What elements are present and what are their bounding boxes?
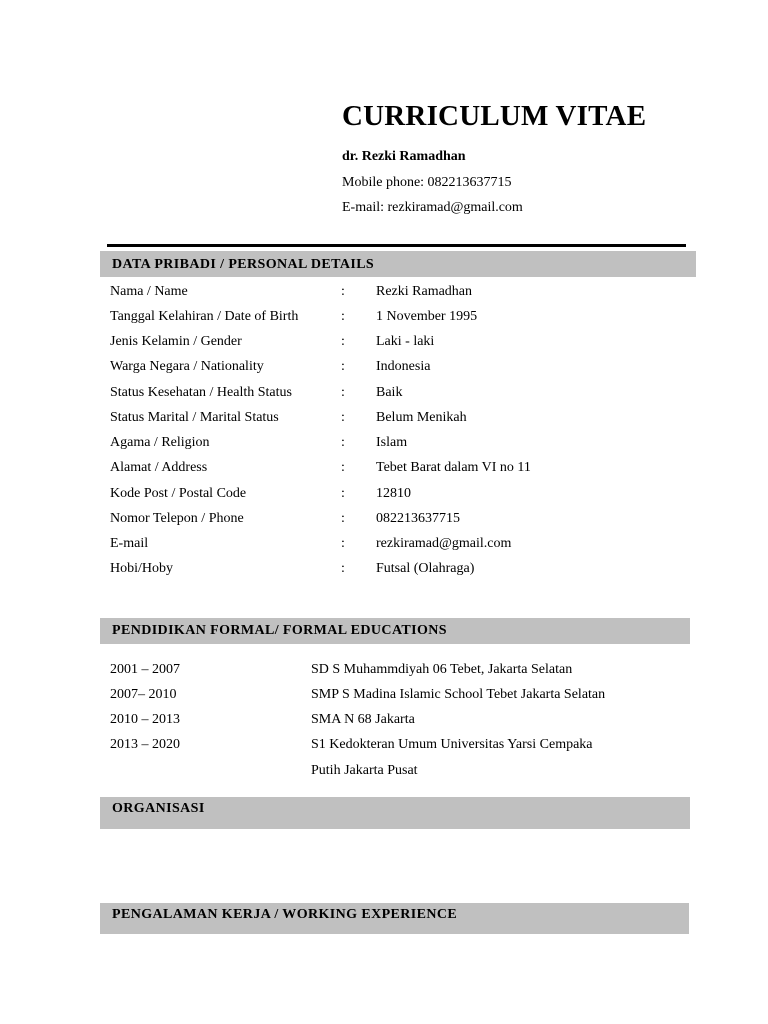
row-value: rezkiramad@gmail.com (376, 536, 512, 551)
row-separator: : (341, 334, 345, 349)
row-separator: : (341, 410, 345, 425)
education-heading: PENDIDIKAN FORMAL/ FORMAL EDUCATIONS (112, 623, 447, 638)
header-divider (107, 244, 686, 247)
row-separator: : (341, 536, 345, 551)
row-separator: : (341, 561, 345, 576)
row-label: Jenis Kelamin / Gender (110, 334, 242, 349)
row-value: Baik (376, 385, 403, 400)
education-school: S1 Kedokteran Umum Universitas Yarsi Cempaka (311, 737, 593, 752)
education-header (100, 618, 690, 644)
row-value: Indonesia (376, 359, 431, 374)
row-separator: : (341, 486, 345, 501)
education-years: 2007– 2010 (110, 687, 177, 702)
row-value: Belum Menikah (376, 410, 467, 425)
row-label: Nama / Name (110, 284, 188, 299)
row-value: Laki - laki (376, 334, 435, 349)
row-separator: : (341, 511, 345, 526)
row-value: Futsal (Olahraga) (376, 561, 475, 576)
row-separator: : (341, 385, 345, 400)
email-address: E-mail: rezkiramad@gmail.com (342, 200, 523, 215)
row-value: 12810 (376, 486, 411, 501)
organization-header (100, 797, 690, 829)
row-label: Hobi/Hoby (110, 561, 173, 576)
row-label: Alamat / Address (110, 460, 208, 475)
row-label: Agama / Religion (110, 435, 210, 450)
page-title: CURRICULUM VITAE (342, 100, 647, 132)
row-separator: : (341, 284, 345, 299)
education-years: 2013 – 2020 (110, 737, 180, 752)
education-years: 2010 – 2013 (110, 712, 180, 727)
row-separator: : (341, 435, 345, 450)
row-separator: : (341, 309, 345, 324)
row-label: Kode Post / Postal Code (110, 486, 247, 501)
row-label: Nomor Telepon / Phone (110, 511, 244, 526)
row-label: Tanggal Kelahiran / Date of Birth (110, 309, 299, 324)
education-years: 2001 – 2007 (110, 662, 180, 677)
row-value: Tebet Barat dalam VI no 11 (376, 460, 531, 475)
row-value: 1 November 1995 (376, 309, 478, 324)
mobile-phone: Mobile phone: 082213637715 (342, 175, 512, 190)
row-label: Status Marital / Marital Status (110, 410, 279, 425)
row-value: Islam (376, 435, 408, 450)
experience-header (100, 903, 689, 934)
personal-details-heading: DATA PRIBADI / PERSONAL DETAILS (112, 257, 375, 272)
experience-heading: PENGALAMAN KERJA / WORKING EXPERIENCE (112, 907, 458, 922)
education-school: SMA N 68 Jakarta (311, 712, 415, 727)
organization-heading: ORGANISASI (112, 801, 205, 816)
row-label: Warga Negara / Nationality (110, 359, 264, 374)
candidate-name: dr. Rezki Ramadhan (342, 149, 466, 164)
row-label: Status Kesehatan / Health Status (110, 385, 292, 400)
row-separator: : (341, 359, 345, 374)
row-separator: : (341, 460, 345, 475)
education-school: Putih Jakarta Pusat (311, 763, 418, 778)
row-value: 082213637715 (376, 511, 460, 526)
row-label: E-mail (110, 536, 149, 551)
education-school: SMP S Madina Islamic School Tebet Jakarta Selatan (311, 687, 606, 702)
education-school: SD S Muhammdiyah 06 Tebet, Jakarta Selatan (311, 662, 573, 677)
personal-details-header (100, 251, 696, 277)
row-value: Rezki Ramadhan (376, 284, 473, 299)
